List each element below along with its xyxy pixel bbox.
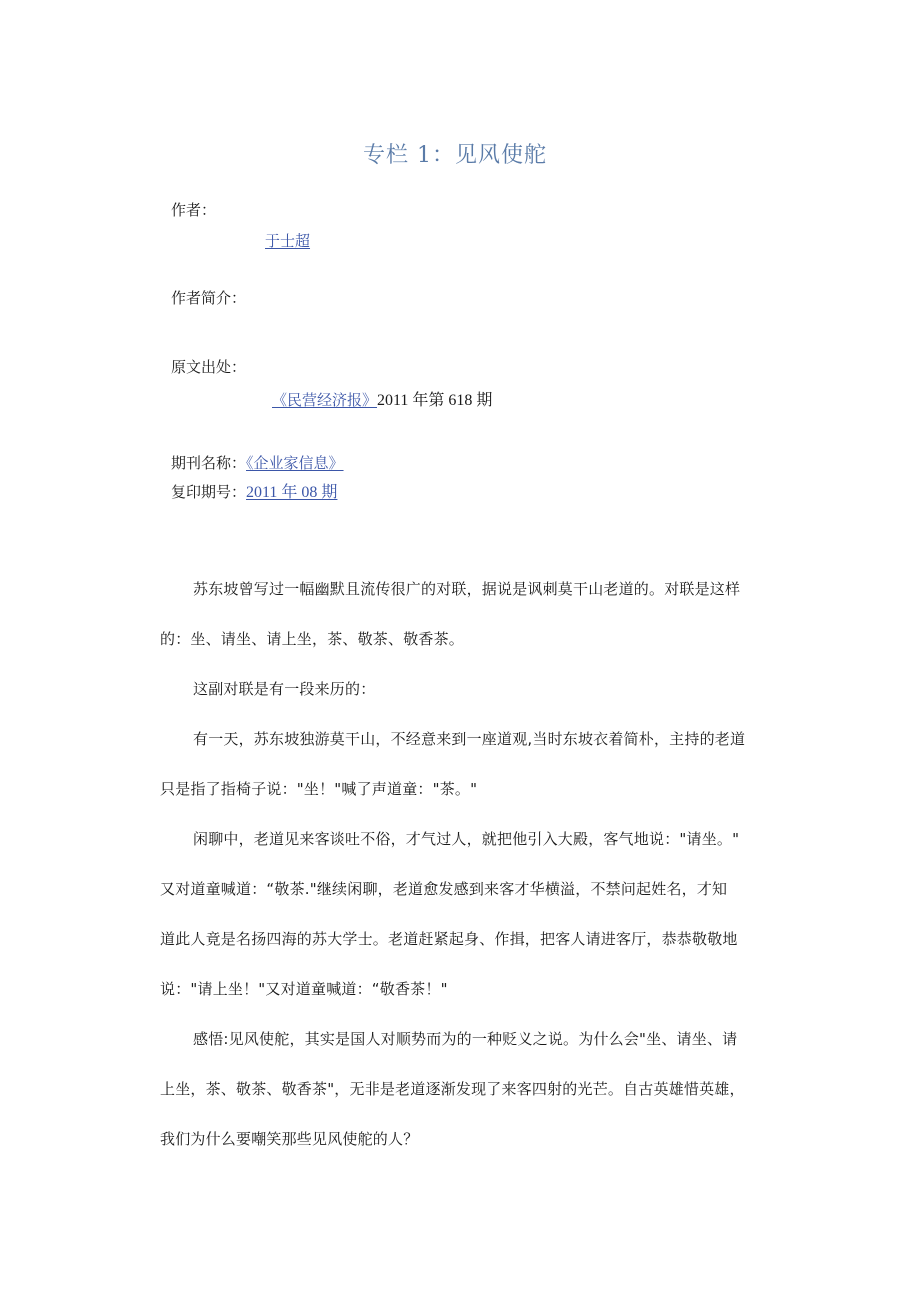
paragraph-line: 有一天，苏东坡独游莫干山，不经意来到一座道观,当时东坡衣着简朴，主持的老道 <box>193 730 746 748</box>
reprint-label: 复印期号： <box>171 483 247 501</box>
paragraph-line: 又对道童喊道：“敬茶."继续闲聊，老道愈发感到来客才华横溢，不禁问起姓名，才知 <box>160 880 728 898</box>
source-label: 原文出处： <box>171 358 247 376</box>
paragraph-line: 上坐，茶、敬茶、敬香茶"，无非是老道逐渐发现了来客四射的光芒。自古英雄惜英雄， <box>160 1080 745 1098</box>
journal-label: 期刊名称： <box>171 454 247 472</box>
paragraph-line: 这副对联是有一段来历的： <box>193 680 376 698</box>
paragraph-line: 道此人竟是名扬四海的苏大学士。老道赶紧起身、作揖，把客人请进客厅，恭恭敬敬地 <box>160 930 738 948</box>
author-name-link[interactable]: 于士超 <box>265 232 311 250</box>
reprint-row <box>171 479 337 502</box>
journal-link[interactable]: 《企业家信息》 <box>246 454 344 472</box>
journal-row <box>171 452 344 473</box>
paragraph-line: 我们为什么要嘲笑那些见风使舵的人？ <box>160 1130 419 1148</box>
paragraph-line: 苏东坡曾写过一幅幽默且流传很广的对联，据说是讽刺莫干山老道的。对联是这样 <box>193 580 741 598</box>
article-title: 专栏 1：见风使舵 <box>363 143 547 168</box>
paragraph-line: 闲聊中，老道见来客谈吐不俗，才气过人，就把他引入大殿，客气地说："请坐。" <box>193 830 740 848</box>
paragraph-line: 的：坐、请坐、请上坐，茶、敬茶、敬香茶。 <box>160 630 465 648</box>
paragraph-line: 感悟:见风使舵，其实是国人对顺势而为的一种贬义之说。为什么会"坐、请坐、请 <box>193 1030 738 1048</box>
paragraph-line: 说："请上坐！"又对道童喊道：“敬香茶！" <box>160 980 448 998</box>
paragraph-line: 只是指了指椅子说："坐！"喊了声道童："茶。" <box>160 780 478 798</box>
source-newspaper-link[interactable]: 《民营经济报》 <box>272 391 378 409</box>
author-intro-label: 作者简介： <box>171 289 247 307</box>
source-issue: 2011 年第 618 期 <box>377 392 493 409</box>
author-label: 作者： <box>171 201 217 219</box>
reprint-link[interactable]: 2011 年 08 期 <box>246 484 338 501</box>
source-line <box>272 387 492 410</box>
